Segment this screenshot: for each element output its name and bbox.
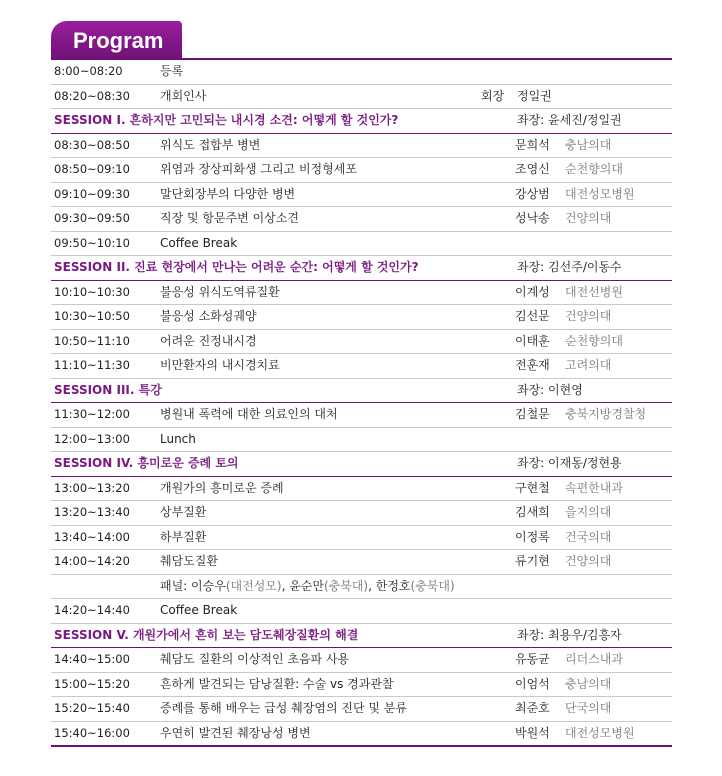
speaker-name: 강상범 xyxy=(515,186,550,201)
schedule-row xyxy=(51,526,672,551)
time-slot: 14:20~14:40 xyxy=(54,603,130,617)
talk-title: 직장 및 항문주변 이상소견 xyxy=(160,211,299,225)
schedule-row xyxy=(51,305,672,330)
talk-title: 하부질환 xyxy=(160,529,207,544)
speaker-name: 전훈재 xyxy=(515,358,550,372)
session-chairs: 좌장: 윤세진/정일권 xyxy=(517,113,622,127)
talk-title: 어려운 진정내시경 xyxy=(160,333,257,348)
panel-part: , 윤순만 xyxy=(281,578,324,593)
speaker-affiliation: 건양의대 xyxy=(565,554,612,568)
time-slot: 15:00~15:20 xyxy=(54,676,130,691)
speaker-affiliation: 순천향의대 xyxy=(565,162,623,176)
speaker-name: 성낙송 xyxy=(515,211,550,225)
speaker-affiliation: 충북지방경찰청 xyxy=(565,407,647,421)
panel-members xyxy=(160,575,455,599)
schedule-row xyxy=(51,501,672,526)
speaker-name: 정일권 xyxy=(517,88,552,103)
panel-part: , 한정호 xyxy=(368,578,411,593)
schedule-row xyxy=(51,281,672,306)
time-slot: 10:50~11:10 xyxy=(54,333,130,348)
panel-row xyxy=(51,575,672,600)
talk-title: 흔하게 발견되는 담낭질환: 수술 vs 경과관찰 xyxy=(160,676,394,691)
time-slot: 10:30~10:50 xyxy=(54,309,130,323)
speaker-affiliation: 건양의대 xyxy=(565,211,612,225)
time-slot: 09:30~09:50 xyxy=(54,211,130,225)
speaker-affiliation: 속편한내과 xyxy=(565,480,623,495)
session-chairs: 좌장: 최용우/김흥자 xyxy=(517,627,622,642)
role-label: 회장 xyxy=(481,88,505,103)
speaker-affiliation: 단국의대 xyxy=(565,701,612,715)
session-header-row xyxy=(51,379,672,404)
talk-title: 말단회장부의 다양한 병변 xyxy=(160,186,296,201)
time-slot: 15:40~16:00 xyxy=(54,725,130,740)
time-slot: 08:50~09:10 xyxy=(54,162,130,176)
schedule-row xyxy=(51,673,672,698)
panel-part: (대전성모) xyxy=(225,578,282,593)
talk-title: 개회인사 xyxy=(160,88,207,103)
time-slot: 14:40~15:00 xyxy=(54,652,130,666)
speaker-name: 조영신 xyxy=(515,162,550,176)
session-header-row xyxy=(51,624,672,649)
talk-title: 불응성 위식도역류질환 xyxy=(160,284,280,299)
session-title: SESSION IV. 흥미로운 증례 토의 xyxy=(54,456,239,470)
schedule-row xyxy=(51,85,672,110)
schedule-row xyxy=(51,232,672,257)
speaker-name: 문희석 xyxy=(515,137,550,152)
speaker-name: 구현철 xyxy=(515,480,550,495)
schedule-row xyxy=(51,477,672,502)
time-slot: 13:20~13:40 xyxy=(54,505,130,519)
schedule-row xyxy=(51,134,672,159)
speaker-name: 박원석 xyxy=(515,725,550,740)
session-title: SESSION V. 개원가에서 흔히 보는 담도췌장질환의 해결 xyxy=(54,627,359,642)
talk-title: 등록 xyxy=(160,64,184,78)
time-slot: 11:10~11:30 xyxy=(54,358,130,372)
talk-title: 췌담도질환 xyxy=(160,554,218,568)
schedule-row xyxy=(51,697,672,722)
speaker-affiliation: 대전선병원 xyxy=(565,284,623,299)
schedule-row xyxy=(51,158,672,183)
schedule-row xyxy=(51,207,672,232)
speaker-name: 이엄석 xyxy=(515,676,550,691)
session-chairs: 좌장: 이재동/정현용 xyxy=(517,456,622,470)
schedule-row xyxy=(51,599,672,624)
speaker-affiliation: 을지의대 xyxy=(565,505,612,519)
program-tab: Program xyxy=(51,21,182,60)
time-slot: 12:00~13:00 xyxy=(54,431,130,446)
session-chairs: 좌장: 김선주/이동수 xyxy=(517,260,622,274)
speaker-name: 유동균 xyxy=(515,652,550,666)
speaker-name: 이태훈 xyxy=(515,333,550,348)
schedule-row xyxy=(51,648,672,673)
talk-title: 병원내 폭력에 대한 의료인의 대처 xyxy=(160,407,338,421)
talk-title: 개원가의 흥미로운 증례 xyxy=(160,480,284,495)
talk-title: 위염과 장상피화생 그리고 비정형세포 xyxy=(160,162,357,176)
time-slot: 13:00~13:20 xyxy=(54,480,130,495)
speaker-name: 김새희 xyxy=(515,505,550,519)
time-slot: 09:50~10:10 xyxy=(54,235,130,250)
talk-title: 상부질환 xyxy=(160,505,207,519)
speaker-affiliation: 리더스내과 xyxy=(565,652,623,666)
schedule-row xyxy=(51,330,672,355)
speaker-affiliation: 대전성모병원 xyxy=(565,186,635,201)
schedule-row xyxy=(51,183,672,208)
speaker-name: 이계성 xyxy=(515,284,550,299)
program-table xyxy=(51,60,672,747)
speaker-affiliation: 고려의대 xyxy=(565,358,612,372)
time-slot: 08:30~08:50 xyxy=(54,137,130,152)
time-slot: 08:20~08:30 xyxy=(54,88,130,103)
talk-title: 췌담도 질환의 이상적인 초음파 사용 xyxy=(160,652,350,666)
schedule-row xyxy=(51,722,672,748)
speaker-affiliation: 충남의대 xyxy=(565,676,612,691)
talk-title: 비만환자의 내시경치료 xyxy=(160,358,280,372)
time-slot: 09:10~09:30 xyxy=(54,186,130,201)
speaker-affiliation: 대전성모병원 xyxy=(565,725,635,740)
talk-title: 증례를 통해 배우는 급성 췌장염의 진단 및 분류 xyxy=(160,701,407,715)
schedule-row xyxy=(51,428,672,453)
time-slot: 8:00~08:20 xyxy=(54,64,123,78)
session-header-row xyxy=(51,452,672,477)
session-chairs: 좌장: 이현영 xyxy=(517,382,583,397)
time-slot: 14:00~14:20 xyxy=(54,554,130,568)
panel-part: 패널: 이승우 xyxy=(160,578,226,593)
schedule-row xyxy=(51,354,672,379)
schedule-row xyxy=(51,60,672,85)
time-slot: 10:10~10:30 xyxy=(54,284,130,299)
talk-title: 위식도 접합부 병변 xyxy=(160,137,261,152)
session-title: SESSION III. 특강 xyxy=(54,382,162,397)
speaker-affiliation: 충남의대 xyxy=(565,137,612,152)
speaker-affiliation: 건양의대 xyxy=(565,309,612,323)
talk-title: 불응성 소화성궤양 xyxy=(160,309,257,323)
time-slot: 11:30~12:00 xyxy=(54,407,130,421)
talk-title: 우연히 발견된 췌장낭성 병변 xyxy=(160,725,311,740)
speaker-affiliation: 순천향의대 xyxy=(565,333,623,348)
speaker-name: 이정록 xyxy=(515,529,550,544)
speaker-name: 김선문 xyxy=(515,309,550,323)
speaker-affiliation: 건국의대 xyxy=(565,529,612,544)
schedule-row xyxy=(51,550,672,575)
session-header-row xyxy=(51,109,672,134)
speaker-name: 류기현 xyxy=(515,554,550,568)
schedule-row xyxy=(51,403,672,428)
talk-title: Lunch xyxy=(160,431,196,446)
talk-title: Coffee Break xyxy=(160,235,238,250)
time-slot: 13:40~14:00 xyxy=(54,529,130,544)
panel-part: (충북대) xyxy=(323,578,369,593)
panel-part: (충북대) xyxy=(410,578,455,593)
session-header-row xyxy=(51,256,672,281)
speaker-name: 김철문 xyxy=(515,407,550,421)
time-slot: 15:20~15:40 xyxy=(54,701,130,715)
session-title: SESSION I. 흔하지만 고민되는 내시경 소견: 어떻게 할 것인가? xyxy=(54,113,399,127)
session-title: SESSION II. 진료 현장에서 만나는 어려운 순간: 어떻게 할 것인가? xyxy=(54,260,419,274)
talk-title: Coffee Break xyxy=(160,603,238,617)
speaker-name: 최준호 xyxy=(515,701,550,715)
